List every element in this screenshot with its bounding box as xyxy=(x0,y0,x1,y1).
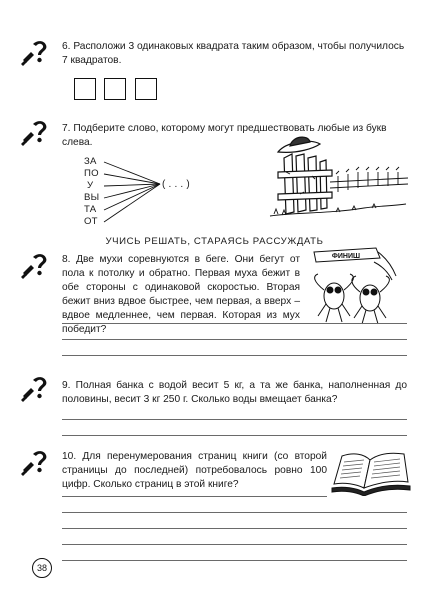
finish-banner-label: ФИНИШ xyxy=(331,253,361,260)
task-10-text: 10. Для перенумерования страниц книги (со второй страницы до последней) потребовалось ровно 100 цифр. Сколько страниц в этой книге? xyxy=(62,451,327,490)
syllable: ЗА xyxy=(84,156,97,167)
answer-blank: ( . . . ) xyxy=(162,179,190,190)
syllable: ВЫ xyxy=(84,192,100,203)
question-rocket-icon xyxy=(20,38,50,72)
flies-race-illustration xyxy=(304,244,404,330)
answer-line xyxy=(62,355,407,356)
answer-line xyxy=(62,560,407,561)
answer-line xyxy=(62,528,407,529)
answer-line xyxy=(62,339,407,340)
square-2 xyxy=(104,78,126,100)
answer-line xyxy=(62,544,407,545)
section-heading: УЧИСЬ РЕШАТЬ, СТАРАЯСЬ РАССУЖДАТЬ xyxy=(105,236,324,247)
task-7-text: 7. Подберите слово, которому могут предшествовать любые из букв слева. xyxy=(62,123,387,148)
answer-line xyxy=(62,323,407,324)
question-rocket-icon xyxy=(20,251,50,285)
question-rocket-icon xyxy=(20,448,50,482)
answer-line xyxy=(62,512,407,513)
answer-line xyxy=(62,496,327,497)
task-8-text: 8. Две мухи соревнуются в беге. Они бегут от пола к потолку и обратно. Первая муха бежит в обе стороны с одинаковой скоростью. Вторая бежит вниз вдвое быстрее, чем первая, а вверх – вдвое медленнее, чем первая. Которая из мух победит? xyxy=(62,254,300,335)
square-1 xyxy=(74,78,96,100)
syllable: ТА xyxy=(84,204,97,215)
fence-with-hat-illustration xyxy=(268,132,408,220)
square-3 xyxy=(135,78,157,100)
answer-line xyxy=(62,419,407,420)
syllable: ПО xyxy=(84,168,99,179)
task-6-text: 6. Расположи 3 одинаковых квадрата таким образом, чтобы получилось 7 квадратов. xyxy=(62,41,405,66)
syllable: У xyxy=(87,180,94,191)
page-number: 38 xyxy=(32,558,52,578)
answer-line xyxy=(62,435,407,436)
task-9-text: 9. Полная банка с водой весит 5 кг, а та же банка, наполненная до половины, весит 3 кг 250 г. Сколько воды вмещает банка? xyxy=(62,380,407,405)
converging-lines xyxy=(100,156,164,228)
syllable: ОТ xyxy=(84,216,98,227)
question-rocket-icon xyxy=(20,374,50,408)
open-book-illustration xyxy=(330,446,412,496)
question-rocket-icon xyxy=(20,118,50,152)
